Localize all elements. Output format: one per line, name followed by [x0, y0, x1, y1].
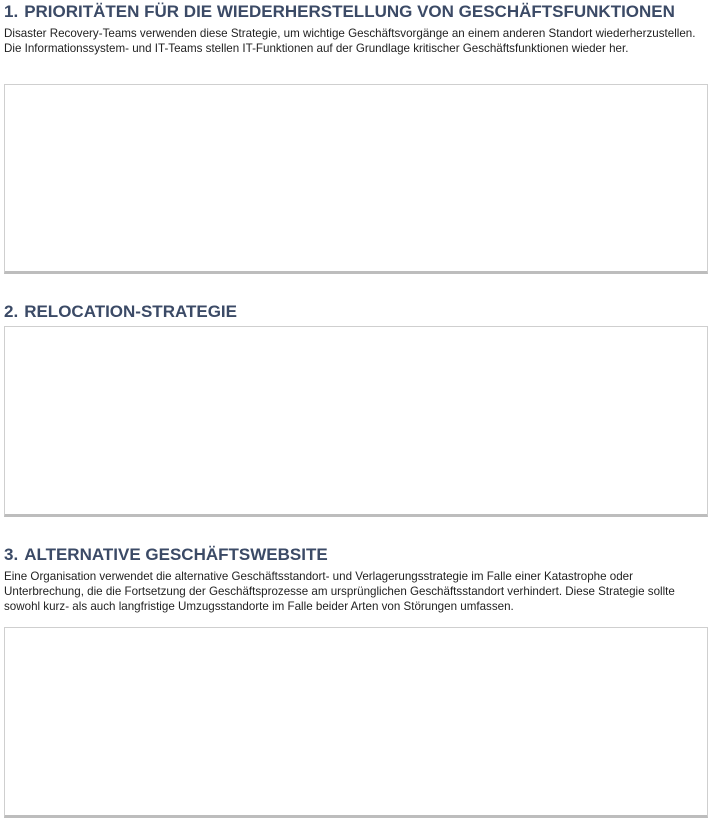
section-2-title: RELOCATION-STRATEGIE — [24, 302, 237, 321]
section-2-response-box[interactable] — [4, 326, 708, 517]
section-2-number: 2. — [4, 302, 19, 321]
section-3-description: Eine Organisation verwendet die alternative Geschäftsstandort- und Verlagerungsstrategie im Falle einer Katastrophe oder Unterbrechung, die die Fortsetzung der Geschäftsprozesse am ursprünglichen Geschäftsstandort verhindert. Diese Strategie sollte sowohl kurz- als auch langfristige Umzugsstandorte im Falle beider Arten von Störungen umfassen. — [4, 570, 675, 613]
section-2-heading — [4, 302, 237, 322]
section-1-description: Disaster Recovery-Teams verwenden diese Strategie, um wichtige Geschäftsvorgänge an einem anderen Standort wiederherzustellen. Die Informationssystem- und IT-Teams stellen IT-Funktionen auf der Grundlage kritischer Geschäftsfunktionen wieder her. — [4, 27, 696, 55]
section-3-number: 3. — [4, 545, 19, 564]
section-3-response-box[interactable] — [4, 627, 708, 818]
section-3-heading — [4, 545, 328, 565]
section-3-title: ALTERNATIVE GESCHÄFTSWEBSITE — [24, 545, 328, 564]
section-1-heading — [4, 2, 675, 22]
section-1-response-box[interactable] — [4, 84, 708, 274]
section-1-title: PRIORITÄTEN FÜR DIE WIEDERHERSTELLUNG VON GESCHÄFTSFUNKTIONEN — [24, 2, 675, 21]
section-1-number: 1. — [4, 2, 19, 21]
